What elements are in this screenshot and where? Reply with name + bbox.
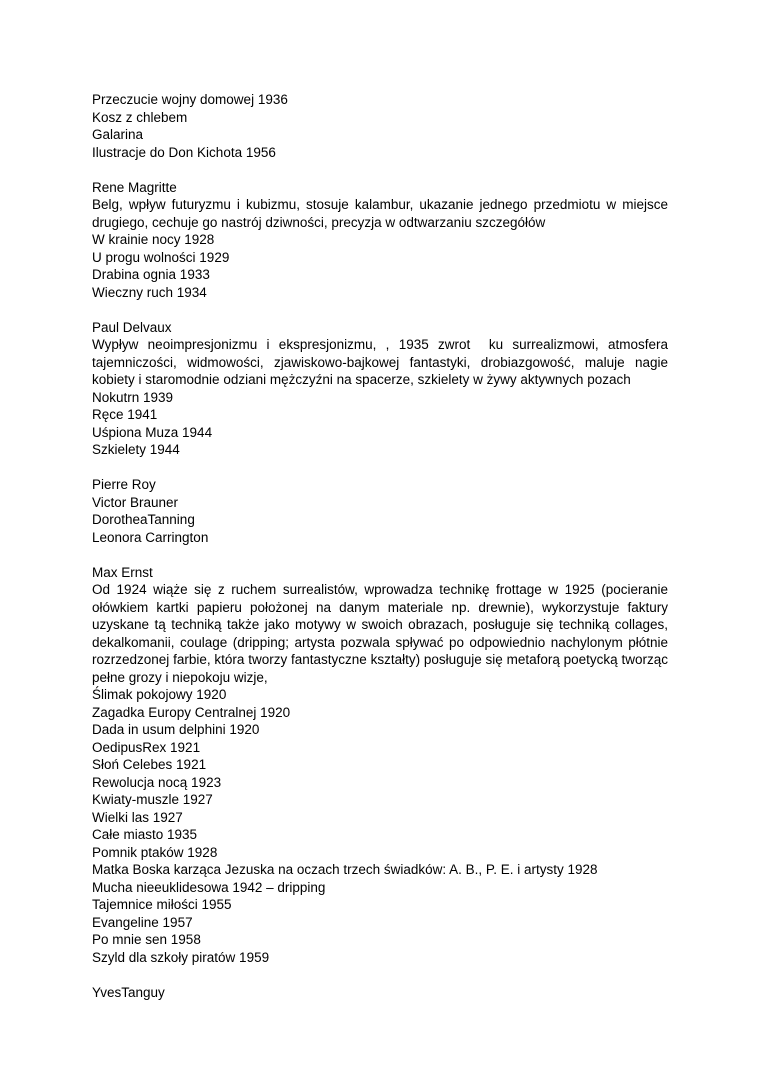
text-line: Ręce 1941 — [92, 407, 158, 422]
section-yves-tanguy — [92, 984, 668, 1002]
artists-names-list — [92, 476, 668, 546]
blank-line — [92, 161, 668, 179]
blank-line — [92, 966, 668, 984]
text-line: Matka Boska karząca Jezuska na oczach trzech świadków: A. B., P. E. i artysty 1928 — [92, 862, 598, 877]
text-line: Victor Brauner — [92, 494, 179, 510]
text-line: Evangeline 1957 — [92, 914, 193, 930]
text-line: OedipusRex 1921 — [92, 739, 201, 755]
text-line: DorotheaTanning — [92, 512, 195, 527]
text-line: Uśpiona Muza 1944 — [92, 424, 213, 440]
text-line: Pierre Roy — [92, 477, 156, 492]
text-line: Dada in usum delphini 1920 — [92, 722, 260, 737]
text-line: Całe miasto 1935 — [92, 827, 198, 842]
paragraph: Belg, wpływ futuryzmu i kubizmu, stosuje kalambur, ukazanie jednego przedmiotu w miejsce drugiego, cechuje go nastrój dziwności, precyzja w odtwarzaniu szczegółów — [92, 197, 672, 230]
text-line: U progu wolności 1929 — [92, 249, 230, 265]
text-line: Nokutrn 1939 — [92, 389, 174, 405]
text-line: Przeczucie wojny domowej 1936 — [92, 92, 288, 107]
text-line: Szyld dla szkoły piratów 1959 — [92, 949, 270, 965]
text-line: Pomnik ptaków 1928 — [92, 844, 218, 860]
text-line: Kwiaty-muszle 1927 — [92, 792, 213, 807]
paragraph: Od 1924 wiąże się z ruchem surrealistów, wprowadza technikę frottage w 1925 (pocieranie ołówkiem kartki papieru położonej na danym materiale np. drewnie), wykorzystuje faktury uzyskane tą techniką także jako motywy w swoich obrazach, posługuje się techniką collages, dekalkomanii, coulage (dripping; artysta pozwala spływać po odpowiednio nachylonym płótnie rozrzedzonej farbie, która tworzy fantastyczne kształty) posługuje się metaforą poetycką tworząc pełne grozy i niepokoju wizje, — [92, 582, 672, 685]
blank-line — [92, 301, 668, 319]
text-line: Zagadka Europy Centralnej 1920 — [92, 704, 291, 720]
text-line: Wieczny ruch 1934 — [92, 284, 207, 300]
artist-name: Rene Magritte — [92, 179, 177, 195]
artist-name: Max Ernst — [92, 564, 153, 580]
artist-name: YvesTanguy — [92, 984, 165, 1000]
section-paul-delvaux — [92, 319, 672, 459]
text-line: Kosz z chlebem — [92, 109, 188, 125]
paragraph: Wypływ neoimpresjonizmu i ekspresjonizmu, , 1935 zwrot ku surrealizmowi, atmosfera tajemniczości, widmowości, zjawiskowo-bajkowej fantastyki, drobiazgowość, maluje nagie kobiety i staromodnie odziani mężczyźni na spacerze, szkielety w żywy aktywnych pozach — [92, 337, 672, 387]
works-list-top — [92, 91, 668, 161]
section-rene-magritte — [92, 179, 672, 302]
text-line: Galarina — [92, 127, 144, 142]
section-max-ernst — [92, 564, 672, 967]
blank-line — [92, 459, 668, 477]
text-line: Mucha nieeuklidesowa 1942 – dripping — [92, 879, 326, 895]
text-line: Rewolucja nocą 1923 — [92, 774, 222, 790]
text-line: Drabina ognia 1933 — [92, 267, 210, 282]
text-line: Szkielety 1944 — [92, 442, 180, 457]
text-line: Ślimak pokojowy 1920 — [92, 687, 227, 702]
text-line: Po mnie sen 1958 — [92, 932, 201, 947]
text-line: Ilustracje do Don Kichota 1956 — [92, 144, 276, 160]
artist-name: Paul Delvaux — [92, 319, 172, 335]
text-line: W krainie nocy 1928 — [92, 232, 215, 247]
blank-line — [92, 546, 668, 564]
text-line: Słoń Celebes 1921 — [92, 757, 207, 772]
text-line: Wielki las 1927 — [92, 809, 183, 825]
text-line: Leonora Carrington — [92, 529, 209, 545]
text-line: Tajemnice miłości 1955 — [92, 897, 232, 912]
